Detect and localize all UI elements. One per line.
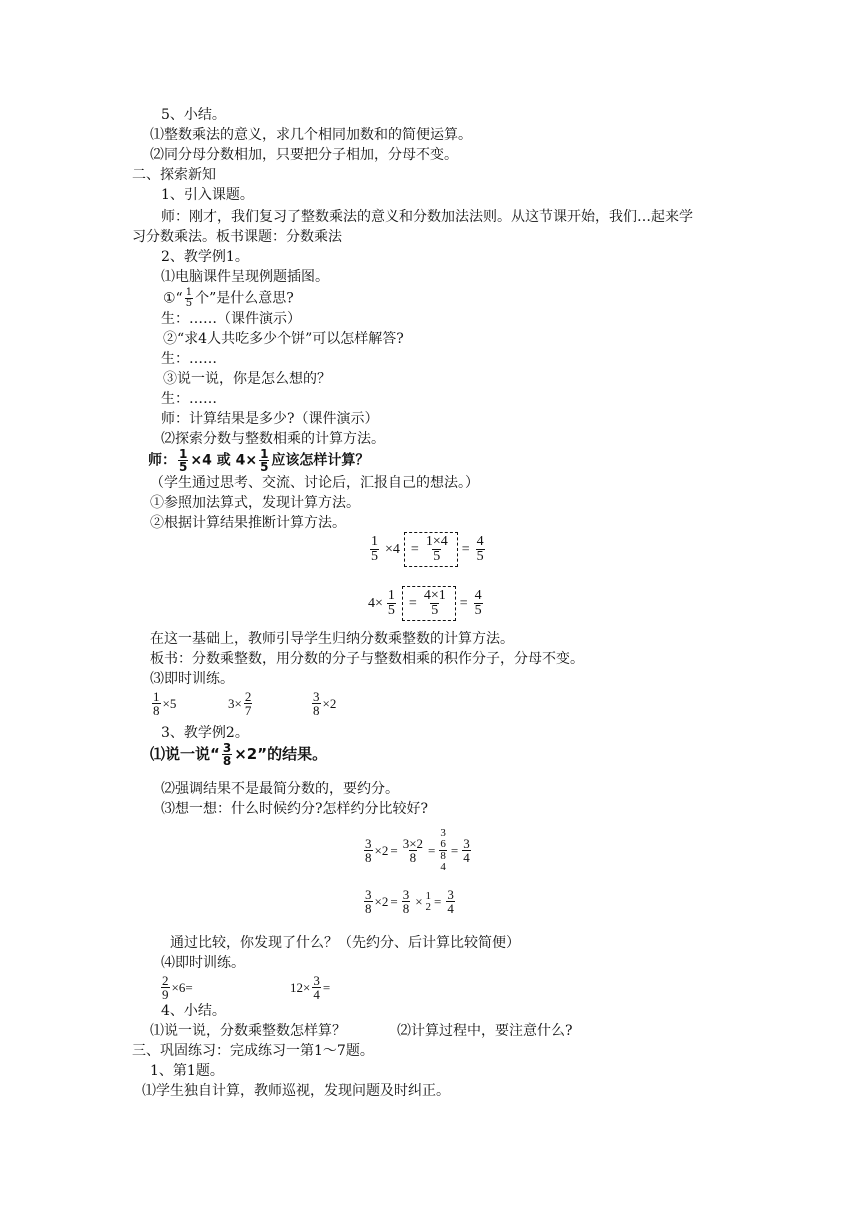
ex5-equals: = <box>322 980 331 995</box>
eq4-fraction-three-eighths: $\frac{3}{8}$ <box>365 887 372 916</box>
eq3-equals-c: = <box>450 843 459 858</box>
line-summary-q2: ⑵计算过程中，要注意什么? <box>397 1023 573 1039</box>
eq2-fraction-result: $\frac{4}{5}$ <box>474 588 482 618</box>
equation-fifth-times-four <box>368 532 487 567</box>
line-question-3: ③说一说，你是怎么想的？ <box>163 371 331 387</box>
ex3-fraction-three-eighths: $\frac{3}{8}$ <box>313 689 320 718</box>
eq3-equals-b: = <box>428 843 436 858</box>
line-question-fifth <box>163 288 294 309</box>
ex4-times-six: ×6 <box>171 980 186 995</box>
equation-reduce-after <box>362 828 473 873</box>
eq3-top-3: 3 <box>440 827 446 839</box>
line-summary-4: 4、小结。 <box>161 1003 226 1019</box>
question-end: 应该怎样计算？ <box>271 452 370 469</box>
fraction-one-fifth: $\frac{1}{5}$ <box>185 287 193 309</box>
eq2-fraction-one-fifth: $\frac{1}{5}$ <box>387 588 395 618</box>
line-think: ⑶想一想：什么时候约分?怎样约分比较好? <box>161 801 429 817</box>
line-summary-q1: ⑴说一说，分数乘整数怎样算？ <box>150 1023 346 1039</box>
ex5-fraction-three-quarters: $\frac{3}{4}$ <box>313 973 320 1002</box>
eq1-times-four: ×4 <box>385 541 400 557</box>
ex1-times-five: ×5 <box>162 696 177 711</box>
line-compare: 通过比较，你发现了什么？（先约分、后计算比较简便） <box>170 935 520 951</box>
heading-explore: 二、探索新知 <box>132 167 216 183</box>
equation-reduce-before <box>362 888 457 915</box>
eq3-fraction-product: $\frac{3\times 2}{8}$ <box>402 836 424 865</box>
eq3-stacked-reduction <box>437 828 449 873</box>
question-text-b: 个”是什么意思? <box>195 290 294 307</box>
line-student-1: 生：……（课件演示） <box>161 311 301 327</box>
line-summarize-method: 在这一基础上，教师引导学生归纳分数乘整数的计算方法。 <box>150 631 514 647</box>
line-student-2: 生：…… <box>161 351 217 367</box>
line-example-2: 3、教学例2。 <box>161 725 249 741</box>
line-practice-2: ⑷即时训练。 <box>161 955 245 971</box>
eq1-fraction-one-fifth: $\frac{1}{5}$ <box>371 534 378 564</box>
eq2-four-times: 4× <box>368 595 383 611</box>
eq4-times: × <box>415 894 423 909</box>
eq3-times-two: ×2 <box>374 843 389 858</box>
eq3-fraction-result: $\frac{3}{4}$ <box>463 836 470 865</box>
teacher-label: 师： <box>148 452 176 469</box>
eq3-fraction-six-eighths: $\frac{6}{8}$ <box>440 838 446 862</box>
ex4-equals: = <box>185 980 193 995</box>
line-method-1: ①参照加法算式，发现计算方法。 <box>150 495 360 511</box>
line-teacher-question <box>148 448 369 473</box>
line-student-discuss: （学生通过思考、交流、讨论后，汇报自己的想法。） <box>150 475 479 491</box>
line-teacher-result: 师：计算结果是多少?（课件演示） <box>161 411 379 427</box>
ex5-twelve-times: 12× <box>290 980 311 995</box>
line-exercise-1-detail: ⑴学生独自计算，教师巡视，发现问题及时纠正。 <box>142 1083 450 1099</box>
line-intro-topic: 1、引入课题。 <box>161 187 254 203</box>
exercise-three-eighths-times-two <box>310 690 336 717</box>
exercise-twelve-times-three-quarters <box>290 974 330 1001</box>
question-text-a: ①“ <box>163 290 183 307</box>
eq3-fraction-three-eighths: $\frac{3}{8}$ <box>365 836 372 865</box>
eq2-dashed-box <box>402 586 456 621</box>
equation-four-times-fifth <box>368 586 485 621</box>
eq3-bottom-4: 4 <box>440 861 446 873</box>
line-example-1: 2、教学例1。 <box>161 249 249 265</box>
eq2-equals-a: = <box>408 595 417 611</box>
eq1-fraction-result: $\frac{4}{5}$ <box>476 534 484 564</box>
say-fraction-three-eighths: $\frac{3}{8}$ <box>222 741 232 768</box>
ex2-fraction-two-sevenths: $\frac{2}{7}$ <box>244 689 252 718</box>
eq2-fraction-product: $\frac{4\times 1}{5}$ <box>423 588 446 618</box>
eq4-top-one: 1 <box>425 889 432 902</box>
line-say-result <box>150 742 327 767</box>
heading-consolidate: 三、巩固练习：完成练习一第1～7题。 <box>132 1043 374 1059</box>
line-method-2: ②根据计算结果推断计算方法。 <box>150 515 346 531</box>
eq1-equals-b: = <box>461 541 470 557</box>
eq4-two: 2 <box>425 900 432 913</box>
line-question-2: ②“求4人共吃多少个饼”可以怎样解答? <box>163 331 404 347</box>
eq4-equals-a: = <box>390 894 398 909</box>
eq1-equals-a: = <box>410 541 419 557</box>
exercise-three-times-two-sevenths <box>228 690 254 717</box>
ex2-three-times: 3× <box>228 696 242 711</box>
line-summary-item-2: ⑵同分母分数相加，只要把分子相加，分母不变。 <box>150 147 458 163</box>
line-teacher-intro: 师：刚才，我们复习了整数乘法的意义和分数加法法则。从这节课开始，我们…起来学 <box>161 209 693 225</box>
line-summary-item-1: ⑴整数乘法的意义，求几个相同加数和的简便运算。 <box>150 127 472 143</box>
fraction-one-fifth-b: $\frac{1}{5}$ <box>260 447 269 474</box>
line-exercise-1: 1、第1题。 <box>150 1063 224 1079</box>
say-text-a: ⑴说一说“ <box>150 745 220 763</box>
eq4-times-two: ×2 <box>374 894 389 909</box>
ex4-fraction-two-ninths: $\frac{2}{9}$ <box>162 973 169 1002</box>
eq4-equals-b: = <box>434 894 442 909</box>
eq4-fraction-result: $\frac{3}{4}$ <box>447 887 454 916</box>
line-practice-1: ⑶即时训练。 <box>150 671 234 687</box>
ex1-fraction-one-eighth: $\frac{1}{8}$ <box>153 689 160 718</box>
eq4-fraction-three-eighths-b: $\frac{3}{8}$ <box>402 887 410 916</box>
question-mid: ×4 或 4× <box>190 452 258 469</box>
eq1-fraction-product: $\frac{1\times 4}{5}$ <box>425 534 448 564</box>
line-teacher-intro-cont: 习分数乘法。板书课题：分数乘法 <box>132 229 342 245</box>
eq2-equals-b: = <box>459 595 468 611</box>
line-step-1: ⑴电脑课件呈现例题插图。 <box>161 269 329 285</box>
line-board-rule: 板书：分数乘整数，用分数的分子与整数相乘的积作分子，分母不变。 <box>150 651 584 667</box>
eq1-dashed-box <box>404 532 458 567</box>
exercise-eighth-times-five <box>150 690 176 717</box>
eq4-cancel-two <box>426 891 432 913</box>
eq3-equals-a: = <box>390 843 398 858</box>
line-simplify-note: ⑵强调结果不是最简分数的，要约分。 <box>161 781 399 797</box>
ex3-times-two: ×2 <box>322 696 337 711</box>
say-text-b: ×2”的结果。 <box>234 745 328 763</box>
line-step-2: ⑵探索分数与整数相乘的计算方法。 <box>161 431 385 447</box>
exercise-two-ninths-times-six <box>159 974 193 1001</box>
line-summary-5: 5、小结。 <box>161 107 226 123</box>
fraction-one-fifth-a: $\frac{1}{5}$ <box>179 447 188 474</box>
line-student-3: 生：…… <box>161 391 217 407</box>
